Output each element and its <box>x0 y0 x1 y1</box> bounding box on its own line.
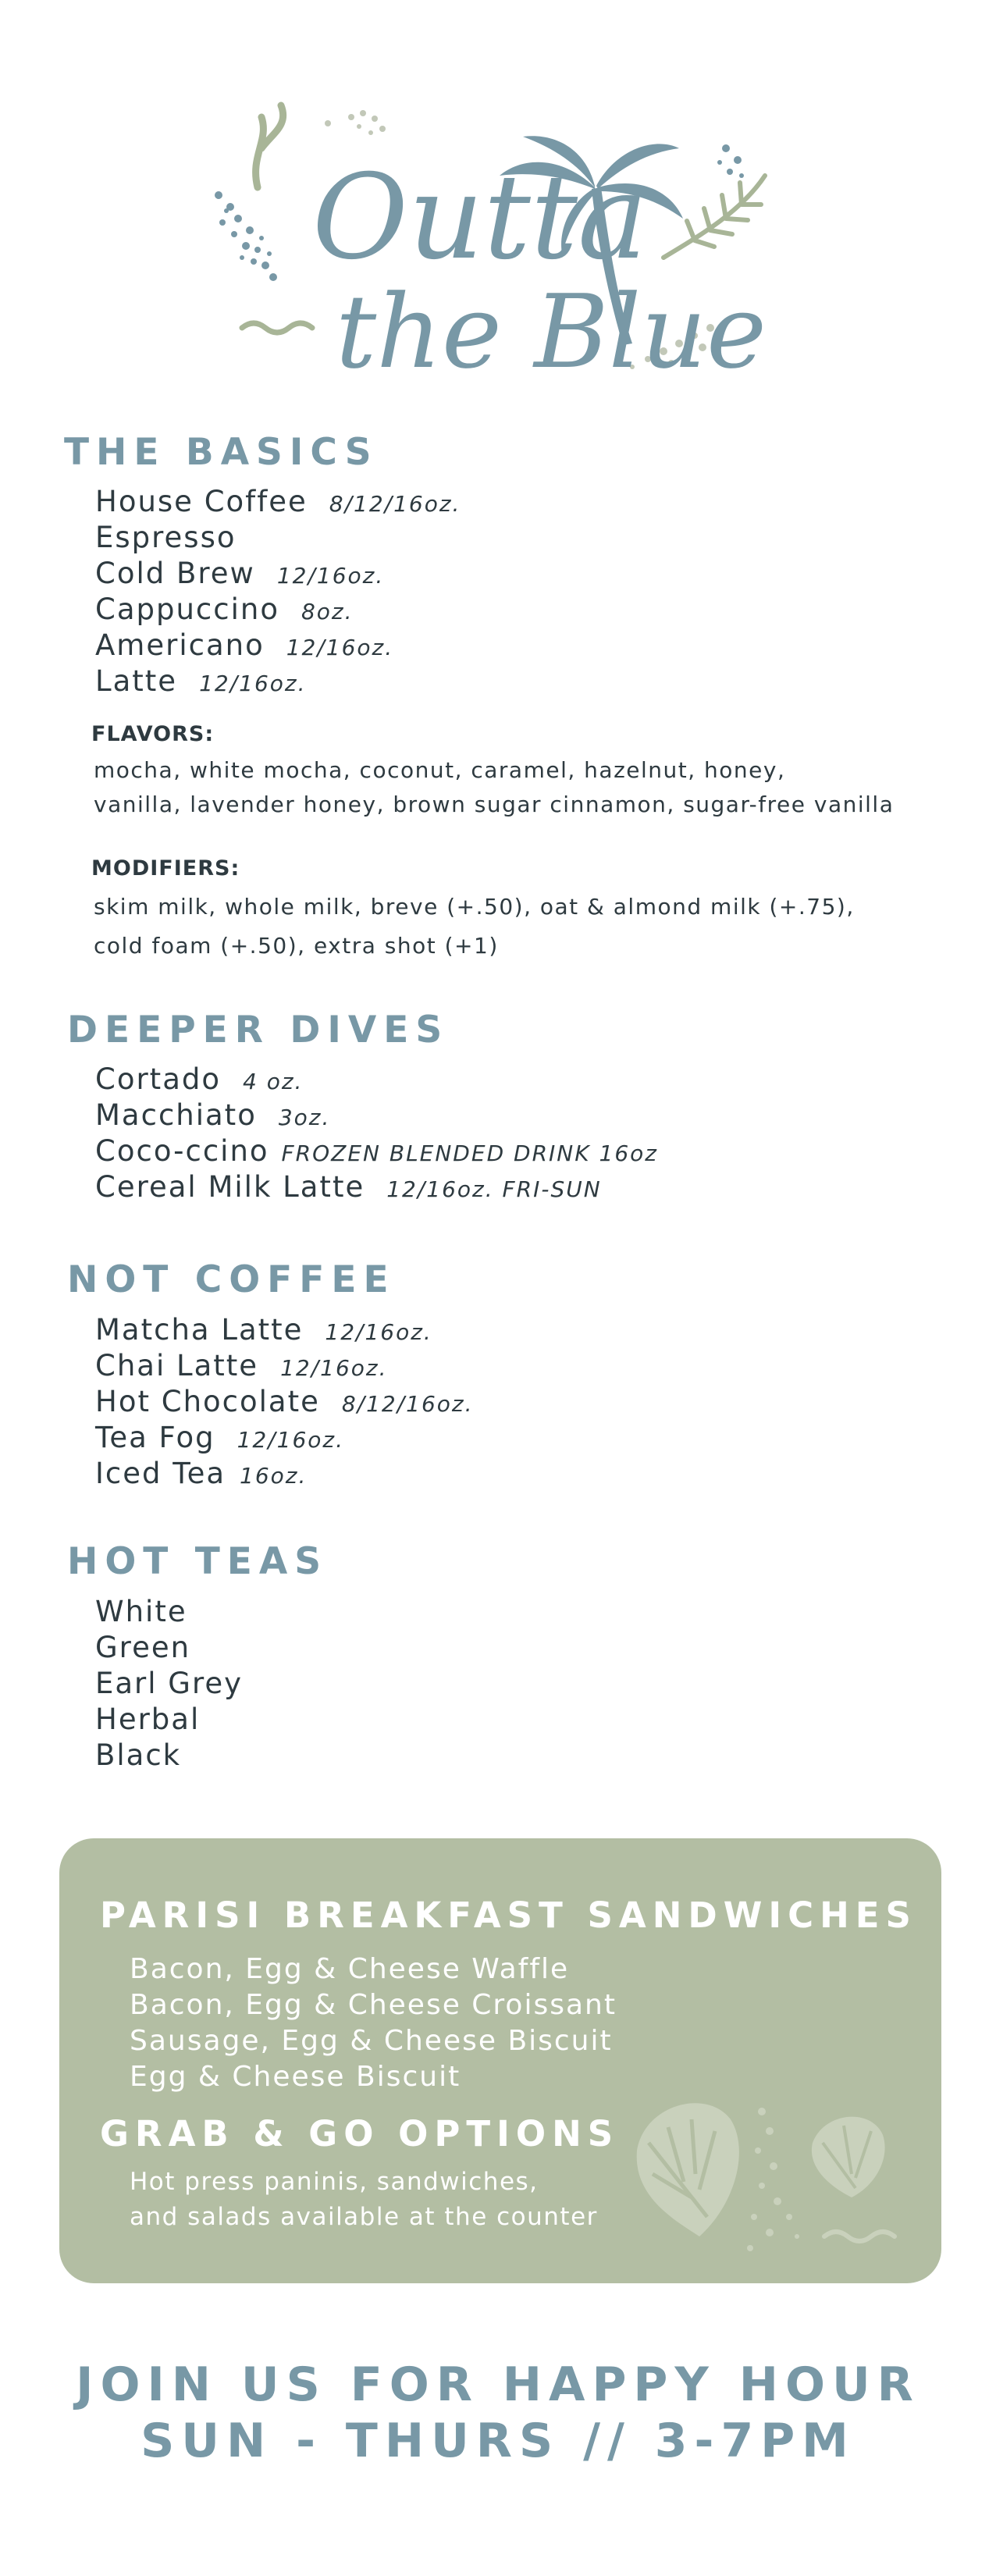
grab-go-line: Hot press paninis, sandwiches, <box>130 2168 539 2196</box>
item-size: 12/16oz. FRI-SUN <box>386 1176 602 1202</box>
grab-go-title: GRAB & GO OPTIONS <box>100 2113 620 2154</box>
seaweed-icon <box>256 105 283 187</box>
menu-item <box>95 1062 658 1098</box>
menu-item <box>95 1702 243 1738</box>
item-name: Iced Tea <box>95 1457 226 1490</box>
wave-icon <box>824 2232 895 2241</box>
grab-go-line: and salads available at the counter <box>130 2203 598 2231</box>
modifiers-text <box>94 888 855 966</box>
item-size: 3oz. <box>278 1105 331 1130</box>
flavors-line: vanilla, lavender honey, brown sugar cinnamon, sugar-free vanilla <box>94 792 895 817</box>
item-name: Cold Brew <box>95 557 255 590</box>
flavors-text <box>94 753 894 822</box>
menu-item <box>95 1312 474 1348</box>
item-size: 12/16oz. <box>325 1319 432 1345</box>
flavors-line: mocha, white mocha, coconut, caramel, hazelnut, honey, <box>94 757 786 783</box>
monstera-leaf-icon <box>637 2103 739 2236</box>
item-size: 12/16oz. <box>286 635 394 660</box>
item-size: 4 oz. <box>243 1069 304 1094</box>
item-name: Chai Latte <box>95 1349 259 1382</box>
menu-item <box>95 520 461 556</box>
item-size: 12/16oz. <box>199 671 307 696</box>
decorative-dots <box>747 2108 799 2251</box>
menu-item <box>95 1169 658 1205</box>
section-title-deeper-dives: DEEPER DIVES <box>67 1009 450 1051</box>
item-name: Tea Fog <box>95 1421 215 1454</box>
section-title-not-coffee: NOT COFFEE <box>67 1258 396 1301</box>
item-name: Black <box>95 1738 182 1772</box>
item-name: White <box>95 1595 187 1628</box>
item-name: Coco-ccino <box>95 1134 269 1168</box>
deeper-dives-list <box>95 1062 658 1205</box>
item-name: Matcha Latte <box>95 1313 304 1347</box>
flavors-label: FLAVORS: <box>91 722 215 746</box>
modifiers-line: skim milk, whole milk, breve (+.50), oat & almond milk (+.75), <box>94 894 855 920</box>
item-name: Latte <box>95 664 178 698</box>
breakfast-panel <box>59 1838 941 2283</box>
modifiers-label: MODIFIERS: <box>91 856 240 881</box>
grab-go-text <box>130 2165 598 2235</box>
item-name: Cereal Milk Latte <box>95 1170 365 1204</box>
brand-line2: the Blue <box>336 272 767 391</box>
item-size: 12/16oz. <box>237 1427 345 1453</box>
not-coffee-list <box>95 1312 474 1492</box>
breakfast-item: Sausage, Egg & Cheese Biscuit <box>130 2025 613 2057</box>
item-name: Green <box>95 1631 191 1664</box>
item-name: Cappuccino <box>95 592 279 626</box>
menu-item <box>95 1384 474 1420</box>
happy-hour-schedule: SUN - THURS // 3-7PM <box>141 2414 855 2468</box>
menu-item <box>95 664 461 699</box>
brand-line1: Outta <box>312 150 648 286</box>
breakfast-title: PARISI BREAKFAST SANDWICHES <box>100 1895 917 1936</box>
item-size: 8/12/16oz. <box>341 1391 474 1417</box>
item-name: Cortado <box>95 1062 221 1096</box>
menu-item <box>95 484 461 520</box>
item-name: Earl Grey <box>95 1667 244 1700</box>
breakfast-item: Egg & Cheese Biscuit <box>130 2061 461 2093</box>
breakfast-item: Bacon, Egg & Cheese Waffle <box>130 1953 570 1985</box>
item-name: Hot Chocolate <box>95 1385 320 1418</box>
hot-teas-list <box>95 1594 243 1774</box>
wave-icon <box>242 323 312 333</box>
breakfast-item: Bacon, Egg & Cheese Croissant <box>130 1989 617 2021</box>
menu-item <box>95 1666 243 1702</box>
item-size: 12/16oz. <box>276 563 385 589</box>
menu-item <box>95 1456 474 1492</box>
item-size: 16oz. <box>240 1463 308 1489</box>
outta-the-blue-logo <box>195 101 804 398</box>
leaves-decoration <box>621 2088 918 2275</box>
item-size: 12/16oz. <box>280 1355 388 1381</box>
menu-item <box>95 1133 658 1169</box>
menu-item <box>95 1594 243 1630</box>
modifiers-line: cold foam (+.50), extra shot (+1) <box>94 933 499 959</box>
menu-item <box>95 592 461 628</box>
item-name: Espresso <box>95 521 237 554</box>
menu-item <box>95 1348 474 1384</box>
breakfast-list <box>130 1952 617 2095</box>
item-size: FROZEN BLENDED DRINK 16oz <box>281 1140 658 1166</box>
section-title-basics: THE BASICS <box>64 431 379 474</box>
menu-item <box>95 628 461 664</box>
menu-item <box>95 1738 243 1774</box>
item-size: 8oz. <box>301 599 354 624</box>
item-name: Herbal <box>95 1703 201 1736</box>
item-name: Macchiato <box>95 1098 257 1132</box>
item-name: Americano <box>95 628 265 662</box>
section-title-hot-teas: HOT TEAS <box>67 1540 329 1583</box>
menu-item <box>95 1420 474 1456</box>
menu-item <box>95 1630 243 1666</box>
fern-leaf-icon <box>663 176 765 258</box>
basics-list <box>95 484 461 699</box>
menu-item <box>95 556 461 592</box>
item-name: House Coffee <box>95 485 308 518</box>
menu-item <box>95 1098 658 1133</box>
item-size: 8/12/16oz. <box>329 491 461 517</box>
happy-hour-line: JOIN US FOR HAPPY HOUR <box>76 2357 920 2412</box>
